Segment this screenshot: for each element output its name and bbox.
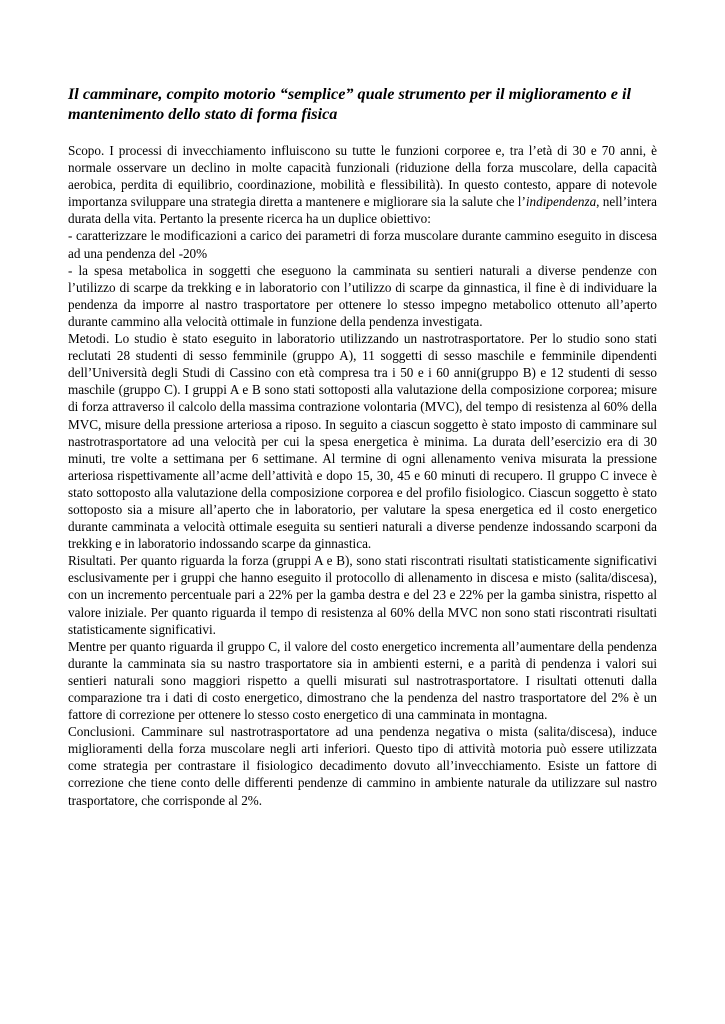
document-title: Il camminare, compito motorio “semplice” quale strumento per il miglioramento e il mantenimento dello stato di forma fisica: [68, 85, 631, 123]
paragraph-objective-1: - caratterizzare le modificazioni a carico dei parametri di forza muscolare durante cammino eseguito in discesa ad una pendenza del -20%: [68, 228, 657, 261]
document-page: [68, 84, 657, 809]
scopo-emphasis: indipendenza: [525, 194, 597, 210]
paragraph-risultati-gruppo-c: Mentre per quanto riguarda il gruppo C, il valore del costo energetico incrementa all’aumentare della pendenza durante la camminata sia su nastro trasportatore sia in ambienti esterni, e a parità di pendenza i valori sui sentieri naturali sono maggiori rispetto a quelli misurati sul nastrotrasportatore. I risultati ottenuti dalla comparazione tra i dati di costo energetico, dimostrano che la pendenza del nastro trasportatore del 2% è un fattore di correzione per ottenere lo stesso costo energetico di una camminata in montagna.: [68, 638, 657, 723]
paragraph-conclusioni: Conclusioni. Camminare sul nastrotrasportatore ad una pendenza negativa o mista (salita/discesa), induce miglioramenti della forza muscolare negli arti inferiori. Questo tipo di attività motoria può essere utilizzata come strategia per contrastare il fisiologico decadimento dovuto all’invecchiamento. Esiste un fattore di correzione che tiene conto delle differenti pendenze di cammino in ambiente naturale da utilizzare sul nastro trasportatore, che corrisponde al 2%.: [68, 724, 657, 808]
paragraph-scopo: [68, 142, 657, 227]
scopo-text-end: , nell’intera durata della vita. Pertanto la presente ricerca ha un duplice obiettivo:: [68, 194, 657, 227]
paragraph-objective-2: - la spesa metabolica in soggetti che eseguono la camminata su sentieri naturali a diverse pendenze con l’utilizzo di scarpe da trekking e in laboratorio con l’utilizzo di scarpe da ginnastica, il fine è di individuare la pendenza da imporre al nastro trasportatore per ottenere lo stesso impegno metabolico ottenuto all’aperto durante cammino alla velocità ottimale in funzione della pendenza investigata.: [68, 262, 657, 329]
document-body: [68, 142, 657, 809]
paragraph-risultati: Risultati. Per quanto riguarda la forza (gruppi A e B), sono stati riscontrati risultati statisticamente significativi esclusivamente per i gruppi che hanno eseguito il protocollo di allenamento in discesa e misto (salita/discesa), con un incremento percentuale pari a 22% per la gamba destra e del 23 e 22% per la gamba sinistra, rispetto al valore iniziale. Per quanto riguarda il tempo di resistenza al 60% della MVC non sono stati riscontrati risultati statisticamente significativi.: [68, 553, 657, 637]
scopo-text-start: Scopo. I processi di invecchiamento influiscono su tutte le funzioni corporee e, tra l’età di 30 e 70 anni, è normale osservare un declino in molte capacità funzionali (riduzione della forza muscolare, della capacità aerobica, perdita di equilibrio, coordinazione, mobilità e flessibilità). In questo contesto, appare di notevole importanza sviluppare una strategia diretta a mantenere e migliorare sia la salute che l’: [68, 143, 657, 210]
paragraph-metodi: Metodi. Lo studio è stato eseguito in laboratorio utilizzando un nastrotrasportatore. Per lo studio sono stati reclutati 28 studenti di sesso femminile (gruppo A), 11 soggetti di sesso maschile e femminile dipendenti dell’Università degli Studi di Cassino con età compresa tra i 50 e i 60 anni(gruppo B) e 12 studenti di sesso maschile (gruppo C). I gruppi A e B sono stati sottoposti alla valutazione della composizione corporea; misure di forza attraverso il calcolo della massima contrazione volontaria (MVC), del tempo di resistenza al 60% della MVC, misure della pressione arteriosa a riposo. In seguito a ciascun soggetto è stato imposto di camminare sul nastrotrasportatore ad una velocità per cui la spesa energetica è minima. La durata dell’esercizio era di 30 minuti, tre volte a settimana per 6 settimane. Al termine di ogni allenamento veniva misurata la pressione arteriosa rispettivamente all’acme dell’attività e dopo 15, 30, 45 e 60 minuti di recupero. Il gruppo C invece è stato sottoposto alla valutazione della composizione corporea e del profilo fisiologico. Ciascun soggetto è stato sottoposto sia a misure all’aperto che in laboratorio, per valutare la spesa energetica ed il costo energetico durante camminata a velocità ottimale eseguita su sentieri naturali a diverse pendenze indossando scarponi da trekking e in laboratorio indossando scarpe da ginnastica.: [68, 331, 657, 552]
